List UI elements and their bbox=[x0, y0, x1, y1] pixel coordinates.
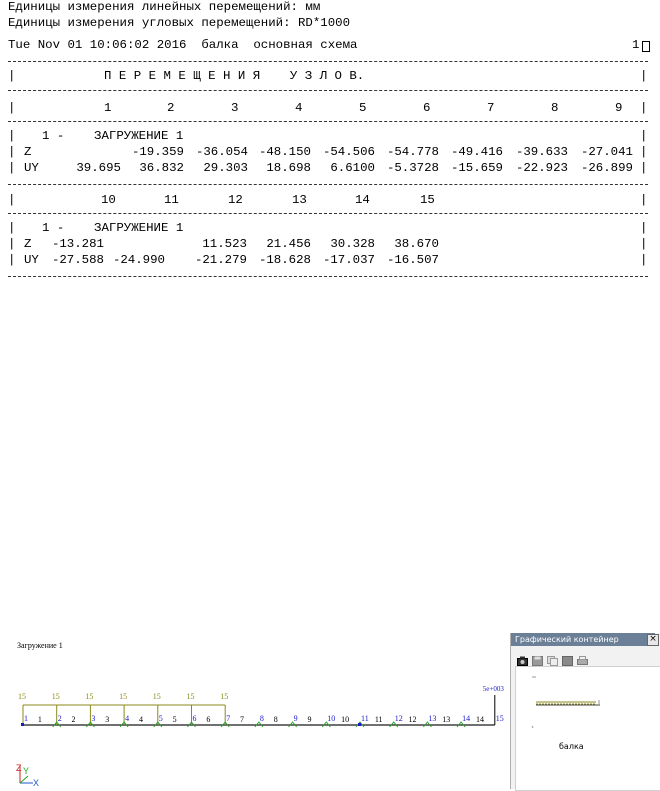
node-label: 4 bbox=[125, 714, 130, 723]
table-cell: 39.695 bbox=[76, 161, 121, 175]
graphics-preview[interactable] bbox=[515, 666, 660, 791]
table-cell: 11.523 bbox=[202, 237, 247, 251]
units-linear: Единицы измерения линейных перемещений: мм bbox=[8, 0, 321, 14]
column-header: 7 bbox=[487, 101, 495, 115]
table-cell: -54.506 bbox=[322, 145, 375, 159]
units-angular: Единицы измерения угловых перемещений: RD*1000 bbox=[8, 16, 351, 30]
node-label: 12 bbox=[394, 714, 403, 723]
report-title: П Е Р Е М Е Щ Е Н И Я У З Л О В. bbox=[104, 69, 365, 83]
column-header: 10 bbox=[101, 193, 116, 207]
column-header: 13 bbox=[292, 193, 307, 207]
table-cell: -19.359 bbox=[131, 145, 184, 159]
node-label: 14 bbox=[462, 714, 471, 723]
node-label: 9 bbox=[293, 714, 298, 723]
row-label: UY bbox=[24, 253, 39, 267]
load-value-label: 15 bbox=[152, 692, 161, 701]
load-value-label: 15 bbox=[85, 692, 94, 701]
axis-x-label: X bbox=[33, 778, 40, 788]
block1-load-label: 1 - ЗАГРУЖЕНИЕ 1 bbox=[42, 129, 184, 143]
axis-y-line bbox=[20, 776, 28, 783]
table-cell: 18.698 bbox=[266, 161, 311, 175]
save-icon[interactable] bbox=[532, 651, 543, 661]
table-cell: -13.281 bbox=[51, 237, 104, 251]
table-border: | bbox=[8, 237, 16, 251]
table-cell: -36.054 bbox=[195, 145, 248, 159]
node-marker bbox=[21, 723, 24, 726]
print-icon[interactable] bbox=[577, 651, 588, 661]
table-border: | bbox=[8, 221, 16, 235]
element-label: 8 bbox=[273, 715, 278, 724]
divider bbox=[8, 90, 648, 91]
row-label: Z bbox=[24, 237, 32, 251]
column-header: 3 bbox=[231, 101, 239, 115]
load-value-label: 15 bbox=[119, 692, 128, 701]
divider bbox=[8, 121, 648, 122]
column-header: 9 bbox=[615, 101, 623, 115]
row-label: Z bbox=[24, 145, 32, 159]
close-button[interactable]: × bbox=[647, 634, 659, 646]
node-label: 10 bbox=[327, 714, 336, 723]
node-label: 1 bbox=[24, 714, 28, 723]
table-cell: -16.507 bbox=[386, 253, 439, 267]
axis-y-label: Y bbox=[23, 766, 30, 776]
table-cell: -24.990 bbox=[112, 253, 165, 267]
graphics-container-panel bbox=[510, 633, 660, 789]
beam-scheme-view[interactable] bbox=[0, 628, 510, 789]
node-label: 11 bbox=[361, 714, 369, 723]
element-label: 4 bbox=[138, 715, 143, 724]
node-label: 15 bbox=[495, 714, 504, 723]
table-cell: -22.923 bbox=[515, 161, 568, 175]
table-border: | bbox=[640, 161, 648, 175]
node-label: 2 bbox=[57, 714, 62, 723]
table-border: | bbox=[8, 145, 16, 159]
table-border: | bbox=[640, 69, 648, 83]
table-cell: -27.588 bbox=[51, 253, 104, 267]
element-label: 13 bbox=[442, 715, 451, 724]
block2-load-label: 1 - ЗАГРУЖЕНИЕ 1 bbox=[42, 221, 184, 235]
column-header: 8 bbox=[551, 101, 559, 115]
column-header: 15 bbox=[420, 193, 435, 207]
table-border: | bbox=[640, 253, 648, 267]
element-label: 2 bbox=[71, 715, 76, 724]
table-cell: 38.670 bbox=[394, 237, 439, 251]
node-marker bbox=[358, 723, 361, 726]
divider bbox=[8, 213, 648, 214]
table-cell: 36.832 bbox=[139, 161, 184, 175]
table-cell: -15.659 bbox=[450, 161, 503, 175]
table-cell: -49.416 bbox=[450, 145, 503, 159]
table-cell: -27.041 bbox=[580, 145, 633, 159]
divider bbox=[8, 61, 648, 62]
element-label: 12 bbox=[408, 715, 417, 724]
table-border: | bbox=[640, 145, 648, 159]
copy-icon[interactable] bbox=[547, 651, 558, 661]
load-case-label: Загружение 1 bbox=[17, 641, 63, 650]
table-border: | bbox=[8, 253, 16, 267]
load-value-label: 15 bbox=[51, 692, 60, 701]
table-cell: -54.778 bbox=[386, 145, 439, 159]
column-header: 4 bbox=[295, 101, 303, 115]
beam-thumbnail bbox=[516, 667, 660, 790]
column-header: 6 bbox=[423, 101, 431, 115]
divider bbox=[8, 276, 648, 277]
element-label: 11 bbox=[374, 715, 383, 724]
table-cell: -39.633 bbox=[515, 145, 568, 159]
element-label: 14 bbox=[475, 715, 484, 724]
column-header: 11 bbox=[164, 193, 179, 207]
table-border: | bbox=[8, 101, 16, 115]
row-label: UY bbox=[24, 161, 39, 175]
camera-icon[interactable] bbox=[517, 651, 528, 661]
table-cell: 21.456 bbox=[266, 237, 311, 251]
node-label: 13 bbox=[428, 714, 437, 723]
table-cell: -18.628 bbox=[258, 253, 311, 267]
table-cell: 29.303 bbox=[203, 161, 248, 175]
table-border: | bbox=[640, 221, 648, 235]
table-cell: -17.037 bbox=[322, 253, 375, 267]
table-border: | bbox=[640, 193, 648, 207]
table-cell: -48.150 bbox=[258, 145, 311, 159]
load-value-label: 15 bbox=[186, 692, 195, 701]
point-load-label: 5e+003 bbox=[482, 685, 504, 693]
table-cell: -5.3728 bbox=[386, 161, 439, 175]
table-border: | bbox=[8, 129, 16, 143]
node-label: 7 bbox=[226, 714, 231, 723]
node-label: 3 bbox=[91, 714, 96, 723]
node-label: 6 bbox=[192, 714, 197, 723]
table-cell: 30.328 bbox=[330, 237, 375, 251]
table-cell: 6.6100 bbox=[330, 161, 375, 175]
element-label: 6 bbox=[206, 715, 211, 724]
column-header: 1 bbox=[104, 101, 112, 115]
table-border: | bbox=[8, 193, 16, 207]
column-header: 2 bbox=[167, 101, 175, 115]
element-label: 9 bbox=[307, 715, 312, 724]
beam-scheme-drawing bbox=[0, 628, 510, 789]
graphics-container-title: Графический контейнер bbox=[511, 633, 655, 646]
element-label: 5 bbox=[172, 715, 177, 724]
page-number: 1 bbox=[632, 38, 640, 52]
load-value-label: 15 bbox=[18, 692, 26, 701]
page-marker-icon bbox=[642, 41, 650, 52]
element-label: 10 bbox=[341, 715, 350, 724]
table-border: | bbox=[640, 237, 648, 251]
node-label: 8 bbox=[259, 714, 264, 723]
table-border: | bbox=[8, 69, 16, 83]
column-header: 5 bbox=[359, 101, 367, 115]
table-border: | bbox=[640, 129, 648, 143]
element-label: 3 bbox=[105, 715, 110, 724]
table-border: | bbox=[8, 161, 16, 175]
column-header: 14 bbox=[355, 193, 370, 207]
load-value-label: 15 bbox=[220, 692, 229, 701]
report-date-line: Tue Nov 01 10:06:02 2016 балка основная схема bbox=[8, 38, 358, 52]
square-icon[interactable] bbox=[562, 651, 573, 661]
table-cell: -26.899 bbox=[580, 161, 633, 175]
axis-z-label: Z bbox=[16, 763, 22, 773]
table-cell: -21.279 bbox=[194, 253, 247, 267]
column-header: 12 bbox=[228, 193, 243, 207]
divider bbox=[8, 184, 648, 185]
element-label: 7 bbox=[240, 715, 245, 724]
table-border: | bbox=[640, 101, 648, 115]
element-label: 1 bbox=[37, 715, 42, 724]
preview-label: балка bbox=[559, 742, 584, 751]
node-label: 5 bbox=[158, 714, 163, 723]
